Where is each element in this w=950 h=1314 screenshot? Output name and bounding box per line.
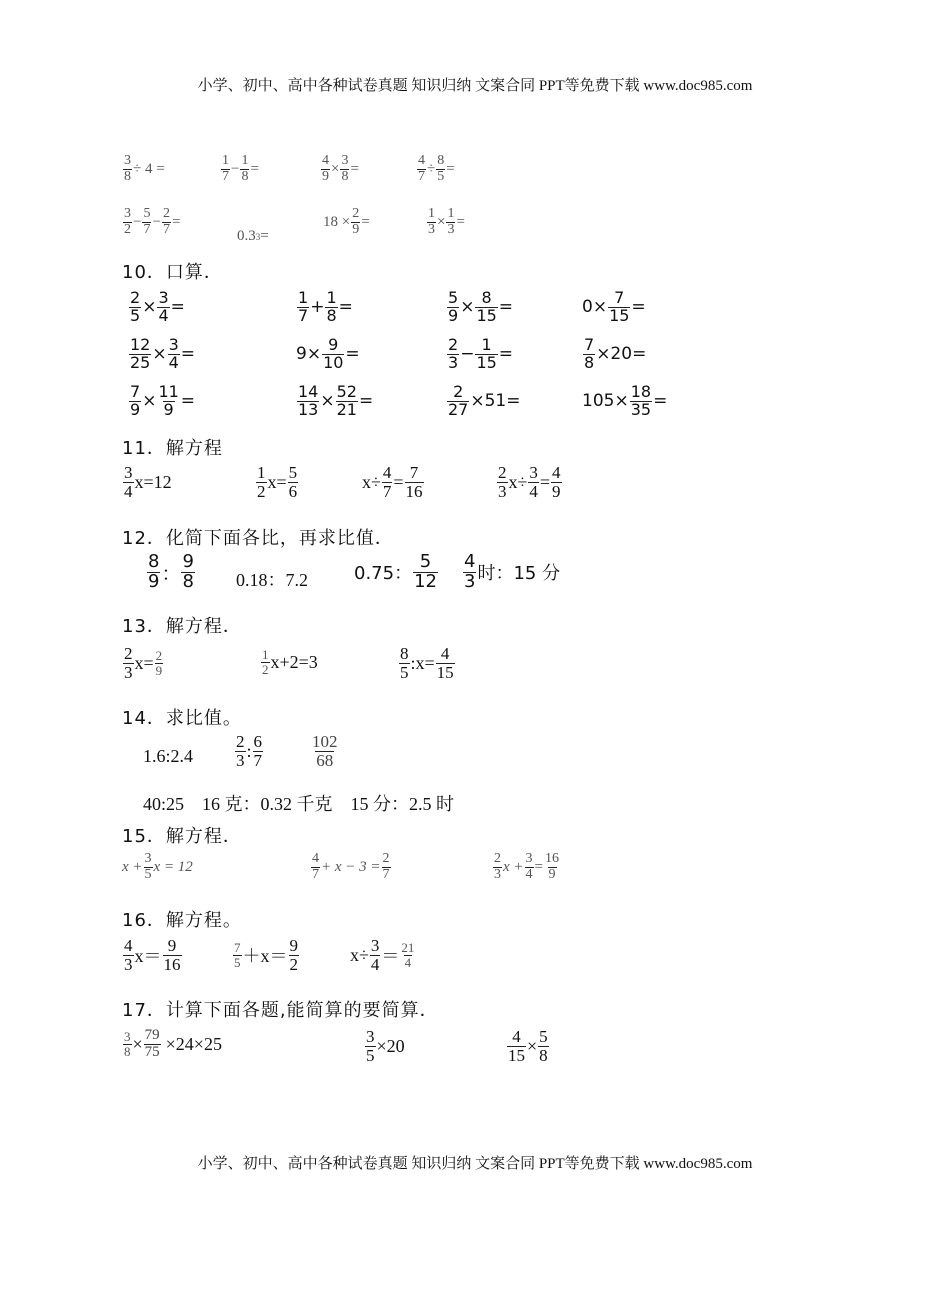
s10-r3-expr-2: $\frac{14}{13}$ × $\frac{52}{21}$ =	[298, 382, 374, 419]
s10-r1-expr-4: 0× $\frac{7}{15}$ =	[582, 288, 646, 325]
s12-ratio-1: $\frac{8}{9}$ ： $\frac{9}{8}$	[148, 551, 194, 592]
s10-r3-expr-3: $\frac{2}{27}$ ×51=	[448, 382, 521, 419]
s11-eq-4: $\frac{2}{3}$ x÷ $\frac{3}{4}$ = $\frac{4}{9}$	[498, 463, 561, 501]
section-16-title: 16．解方程。	[122, 910, 242, 931]
s12-ratio-4: $\frac{4}{3}$ 时：15 分	[464, 551, 561, 592]
section-12-title: 12．化简下面各比，再求比值．	[122, 528, 394, 549]
s10-r3-expr-4: 105× $\frac{18}{35}$ =	[582, 382, 668, 419]
section-13-title: 13．解方程．	[122, 616, 242, 637]
top-r1-expr-4: $\frac{4}{7}$ ÷ $\frac{8}{5}$ =	[418, 153, 455, 184]
s10-r3-expr-1: $\frac{7}{9}$ × $\frac{11}{9}$ =	[130, 382, 196, 419]
s10-r2-expr-3: $\frac{2}{3}$ − $\frac{1}{15}$ =	[448, 335, 514, 372]
top-r1-expr-3: $\frac{4}{9}$ × $\frac{3}{8}$ =	[322, 153, 359, 184]
s10-r1-expr-3: $\frac{5}{9}$ × $\frac{8}{15}$ =	[448, 288, 514, 325]
s10-r1-expr-2: $\frac{1}{7}$ + $\frac{1}{8}$ =	[298, 288, 353, 325]
page-header: 小学、初中、高中各种试卷真题 知识归纳 文案合同 PPT等免费下载 www.doc985.com	[197, 78, 753, 94]
s10-r1-expr-1: $\frac{2}{5}$ × $\frac{3}{4}$ =	[130, 288, 185, 325]
top-r1-expr-1: $\frac{3}{8}$ ÷ 4 =	[124, 153, 165, 184]
s10-r2-expr-1: $\frac{12}{25}$ × $\frac{3}{4}$ =	[130, 335, 196, 372]
top-r2-expr-1: $\frac{3}{2}$ − $\frac{5}{7}$ − $\frac{2}{7}$ =	[124, 206, 181, 237]
top-r2-expr-2: 0.3 3 =	[237, 228, 269, 244]
s17-expr-1: $\frac{3}{8}$ × $\frac{79}{75}$ ×24×25	[124, 1027, 222, 1060]
s12-ratio-3: 0.75： $\frac{5}{12}$	[354, 551, 437, 592]
section-15-title: 15．解方程．	[122, 826, 242, 847]
s13-eq-1: $\frac{2}{3}$ x= $\frac{2}{9}$	[124, 644, 163, 682]
s11-eq-2: $\frac{1}{2}$ x= $\frac{5}{6}$	[257, 463, 298, 501]
page-footer: 小学、初中、高中各种试卷真题 知识归纳 文案合同 PPT等免费下载 www.doc985.com	[197, 1156, 753, 1172]
section-14-title: 14．求比值。	[122, 708, 242, 729]
top-r2-expr-3: 18 × $\frac{2}{9}$ =	[323, 206, 370, 237]
s15-eq-2: $\frac{4}{7}$ + x − 3 = $\frac{2}{7}$	[312, 851, 390, 882]
s16-eq-2: $\frac{7}{5}$ ＋x＝ $\frac{9}{2}$	[234, 936, 298, 974]
s14-row-2: 40:25 16 克：0.32 千克 15 分：2.5 时	[143, 794, 455, 814]
section-10-title: 10．口算．	[122, 262, 223, 283]
section-11-title: 11．解方程	[122, 438, 223, 459]
s15-eq-1: x + $\frac{3}{5}$ x = 12	[122, 851, 193, 882]
s15-eq-3: $\frac{2}{3}$ x + $\frac{3}{4}$ = $\frac{16}{9}$	[494, 851, 559, 882]
s17-expr-2: $\frac{3}{5}$ ×20	[366, 1027, 405, 1065]
s10-r2-expr-4: $\frac{7}{8}$ ×20=	[584, 335, 647, 372]
top-r1-expr-2: $\frac{1}{7}$ − $\frac{1}{8}$ =	[222, 153, 259, 184]
s16-eq-3: x÷ $\frac{3}{4}$ ＝ $\frac{21}{4}$	[350, 936, 415, 974]
s14-ratio-2: $\frac{2}{3}$ : $\frac{6}{7}$	[236, 732, 263, 770]
top-r2-expr-4: $\frac{1}{3}$ × $\frac{1}{3}$ =	[428, 206, 465, 237]
s11-eq-3: x÷ $\frac{4}{7}$ = $\frac{7}{16}$	[362, 463, 423, 501]
s14-ratio-3: $\frac{102}{68}$	[312, 732, 338, 770]
s11-eq-1: $\frac{3}{4}$ x=12	[124, 463, 172, 501]
s12-ratio-2: 0.18：7.2	[236, 570, 308, 590]
s16-eq-1: $\frac{4}{3}$ x＝ $\frac{9}{16}$	[124, 936, 181, 974]
s13-eq-3: $\frac{8}{5}$ :x= $\frac{4}{15}$	[400, 644, 454, 682]
s13-eq-2: $\frac{1}{2}$ x+2=3	[262, 647, 318, 677]
s10-r2-expr-2: 9× $\frac{9}{10}$ =	[296, 335, 360, 372]
s17-expr-3: $\frac{4}{15}$ × $\frac{5}{8}$	[508, 1027, 548, 1065]
s14-ratio-1: 1.6:2.4	[143, 746, 194, 766]
section-17-title: 17．计算下面各题,能简算的要简算．	[122, 1000, 439, 1021]
